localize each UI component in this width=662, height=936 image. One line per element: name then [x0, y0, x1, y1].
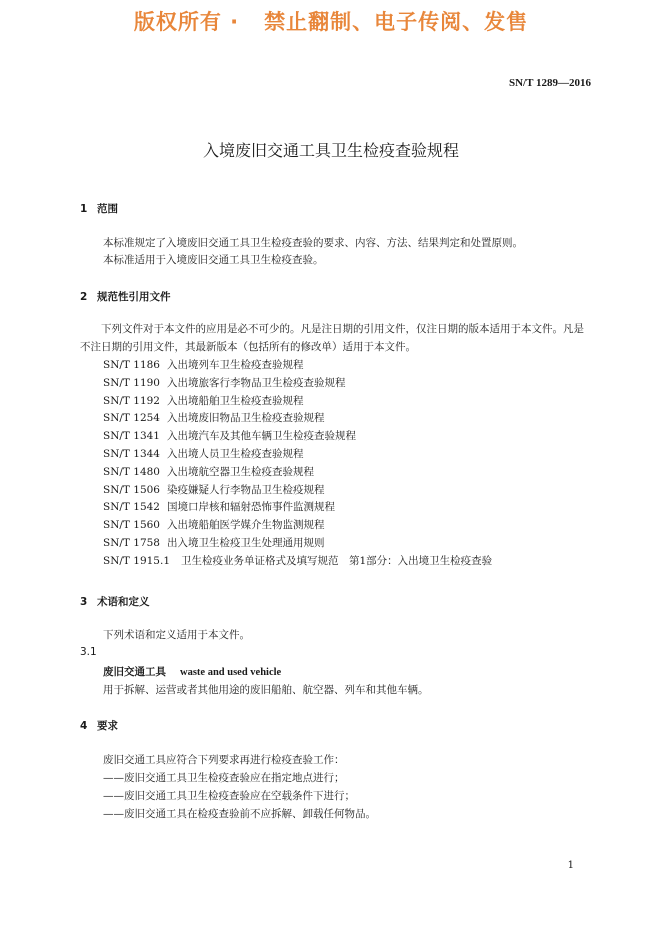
reference-title: 入出境船舶医学媒介生物监测规程 [167, 519, 325, 532]
reference-code: SN/T 1190 [103, 376, 160, 389]
reference-title: 卫生检疫业务单证格式及填写规范 第1部分：入出境卫生检疫查验 [181, 554, 493, 567]
list-item: ——废旧交通工具卫生检疫查验应在空载条件下进行； [103, 790, 355, 802]
section-3-heading [80, 594, 150, 609]
term-number: 3.1 [80, 646, 97, 658]
section-title: 要求 [97, 720, 118, 732]
reference-item [103, 499, 492, 517]
reference-item [103, 357, 492, 375]
section-2-heading [80, 289, 171, 304]
reference-item [103, 393, 492, 411]
paragraph: 废旧交通工具应符合下列要求再进行检疫查验工作： [103, 754, 345, 766]
reference-title: 国境口岸核和辐射恐怖事件监测规程 [167, 501, 335, 514]
section-number: 1 [80, 203, 88, 215]
reference-title: 入出境旅客行李物品卫生检疫查验规程 [167, 376, 346, 389]
reference-code: SN/T 1192 [103, 394, 160, 407]
reference-code: SN/T 1344 [103, 447, 160, 460]
section-title: 术语和定义 [97, 596, 150, 608]
section-title: 范围 [97, 203, 118, 215]
reference-code: SN/T 1254 [103, 412, 160, 425]
section-4-heading [80, 718, 118, 733]
reference-title: 染疫嫌疑人行李物品卫生检疫规程 [167, 483, 325, 496]
reference-code: SN/T 1915.1 [103, 554, 170, 567]
reference-item [103, 517, 492, 535]
list-item: ——废旧交通工具卫生检疫查验应在指定地点进行； [103, 772, 345, 784]
reference-item [103, 446, 492, 464]
reference-title: 入出境人员卫生检疫查验规程 [167, 447, 304, 460]
paragraph: 下列文件对于本文件的应用是必不可少的。凡是注日期的引用文件，仅注日期的版本适用于本文件。凡是不注日期的引用文件，其最新版本（包括所有的修改单）适用于本文件。 [80, 323, 584, 353]
reference-title: 入出境航空器卫生检疫查验规程 [167, 465, 314, 478]
term-chinese: 废旧交通工具 [103, 666, 166, 678]
reference-item [103, 464, 492, 482]
section-1-heading [80, 201, 118, 216]
reference-item [103, 482, 492, 500]
paragraph: 下列术语和定义适用于本文件。 [103, 629, 250, 641]
reference-item [103, 535, 492, 553]
document-number: SN/T 1289—2016 [508, 77, 591, 89]
list-item: ——废旧交通工具在检疫查验前不应拆解、卸载任何物品。 [103, 808, 376, 820]
term-entry [103, 664, 281, 679]
term-definition: 用于拆解、运营或者其他用途的废旧船舶、航空器、列车和其他车辆。 [103, 684, 429, 696]
page-title: 入境废旧交通工具卫生检疫查验规程 [202, 141, 459, 160]
reference-code: SN/T 1480 [103, 465, 160, 478]
reference-code: SN/T 1758 [103, 536, 160, 549]
reference-list [103, 357, 492, 571]
term-english: waste and used vehicle [180, 667, 282, 678]
page-number: 1 [567, 860, 574, 871]
reference-title: 入出境船舶卫生检疫查验规程 [167, 394, 304, 407]
reference-title: 入出境列车卫生检疫查验规程 [167, 359, 304, 371]
reference-code: SN/T 1341 [103, 430, 160, 443]
reference-item [103, 428, 492, 446]
copyright-watermark: 版权所有 · 禁止翻制、电子传阅、发售 [133, 10, 529, 34]
reference-item [103, 553, 492, 571]
reference-code: SN/T 1186 [103, 359, 160, 371]
reference-title: 入出境汽车及其他车辆卫生检疫查验规程 [167, 430, 356, 443]
section-title: 规范性引用文件 [97, 291, 171, 303]
reference-code: SN/T 1542 [103, 501, 160, 514]
reference-title: 出入境卫生检疫卫生处理通用规则 [167, 536, 325, 549]
section-number: 4 [80, 720, 88, 732]
reference-item [103, 410, 492, 428]
reference-code: SN/T 1506 [103, 483, 160, 496]
reference-title: 入出境废旧物品卫生检疫查验规程 [167, 412, 325, 425]
paragraph: 本标准适用于入境废旧交通工具卫生检疫查验。 [103, 254, 324, 266]
section-number: 2 [80, 291, 88, 303]
section-number: 3 [80, 596, 88, 608]
reference-code: SN/T 1560 [103, 519, 160, 532]
paragraph: 本标准规定了入境废旧交通工具卫生检疫查验的要求、内容、方法、结果判定和处置原则。 [103, 237, 523, 249]
reference-item [103, 375, 492, 393]
